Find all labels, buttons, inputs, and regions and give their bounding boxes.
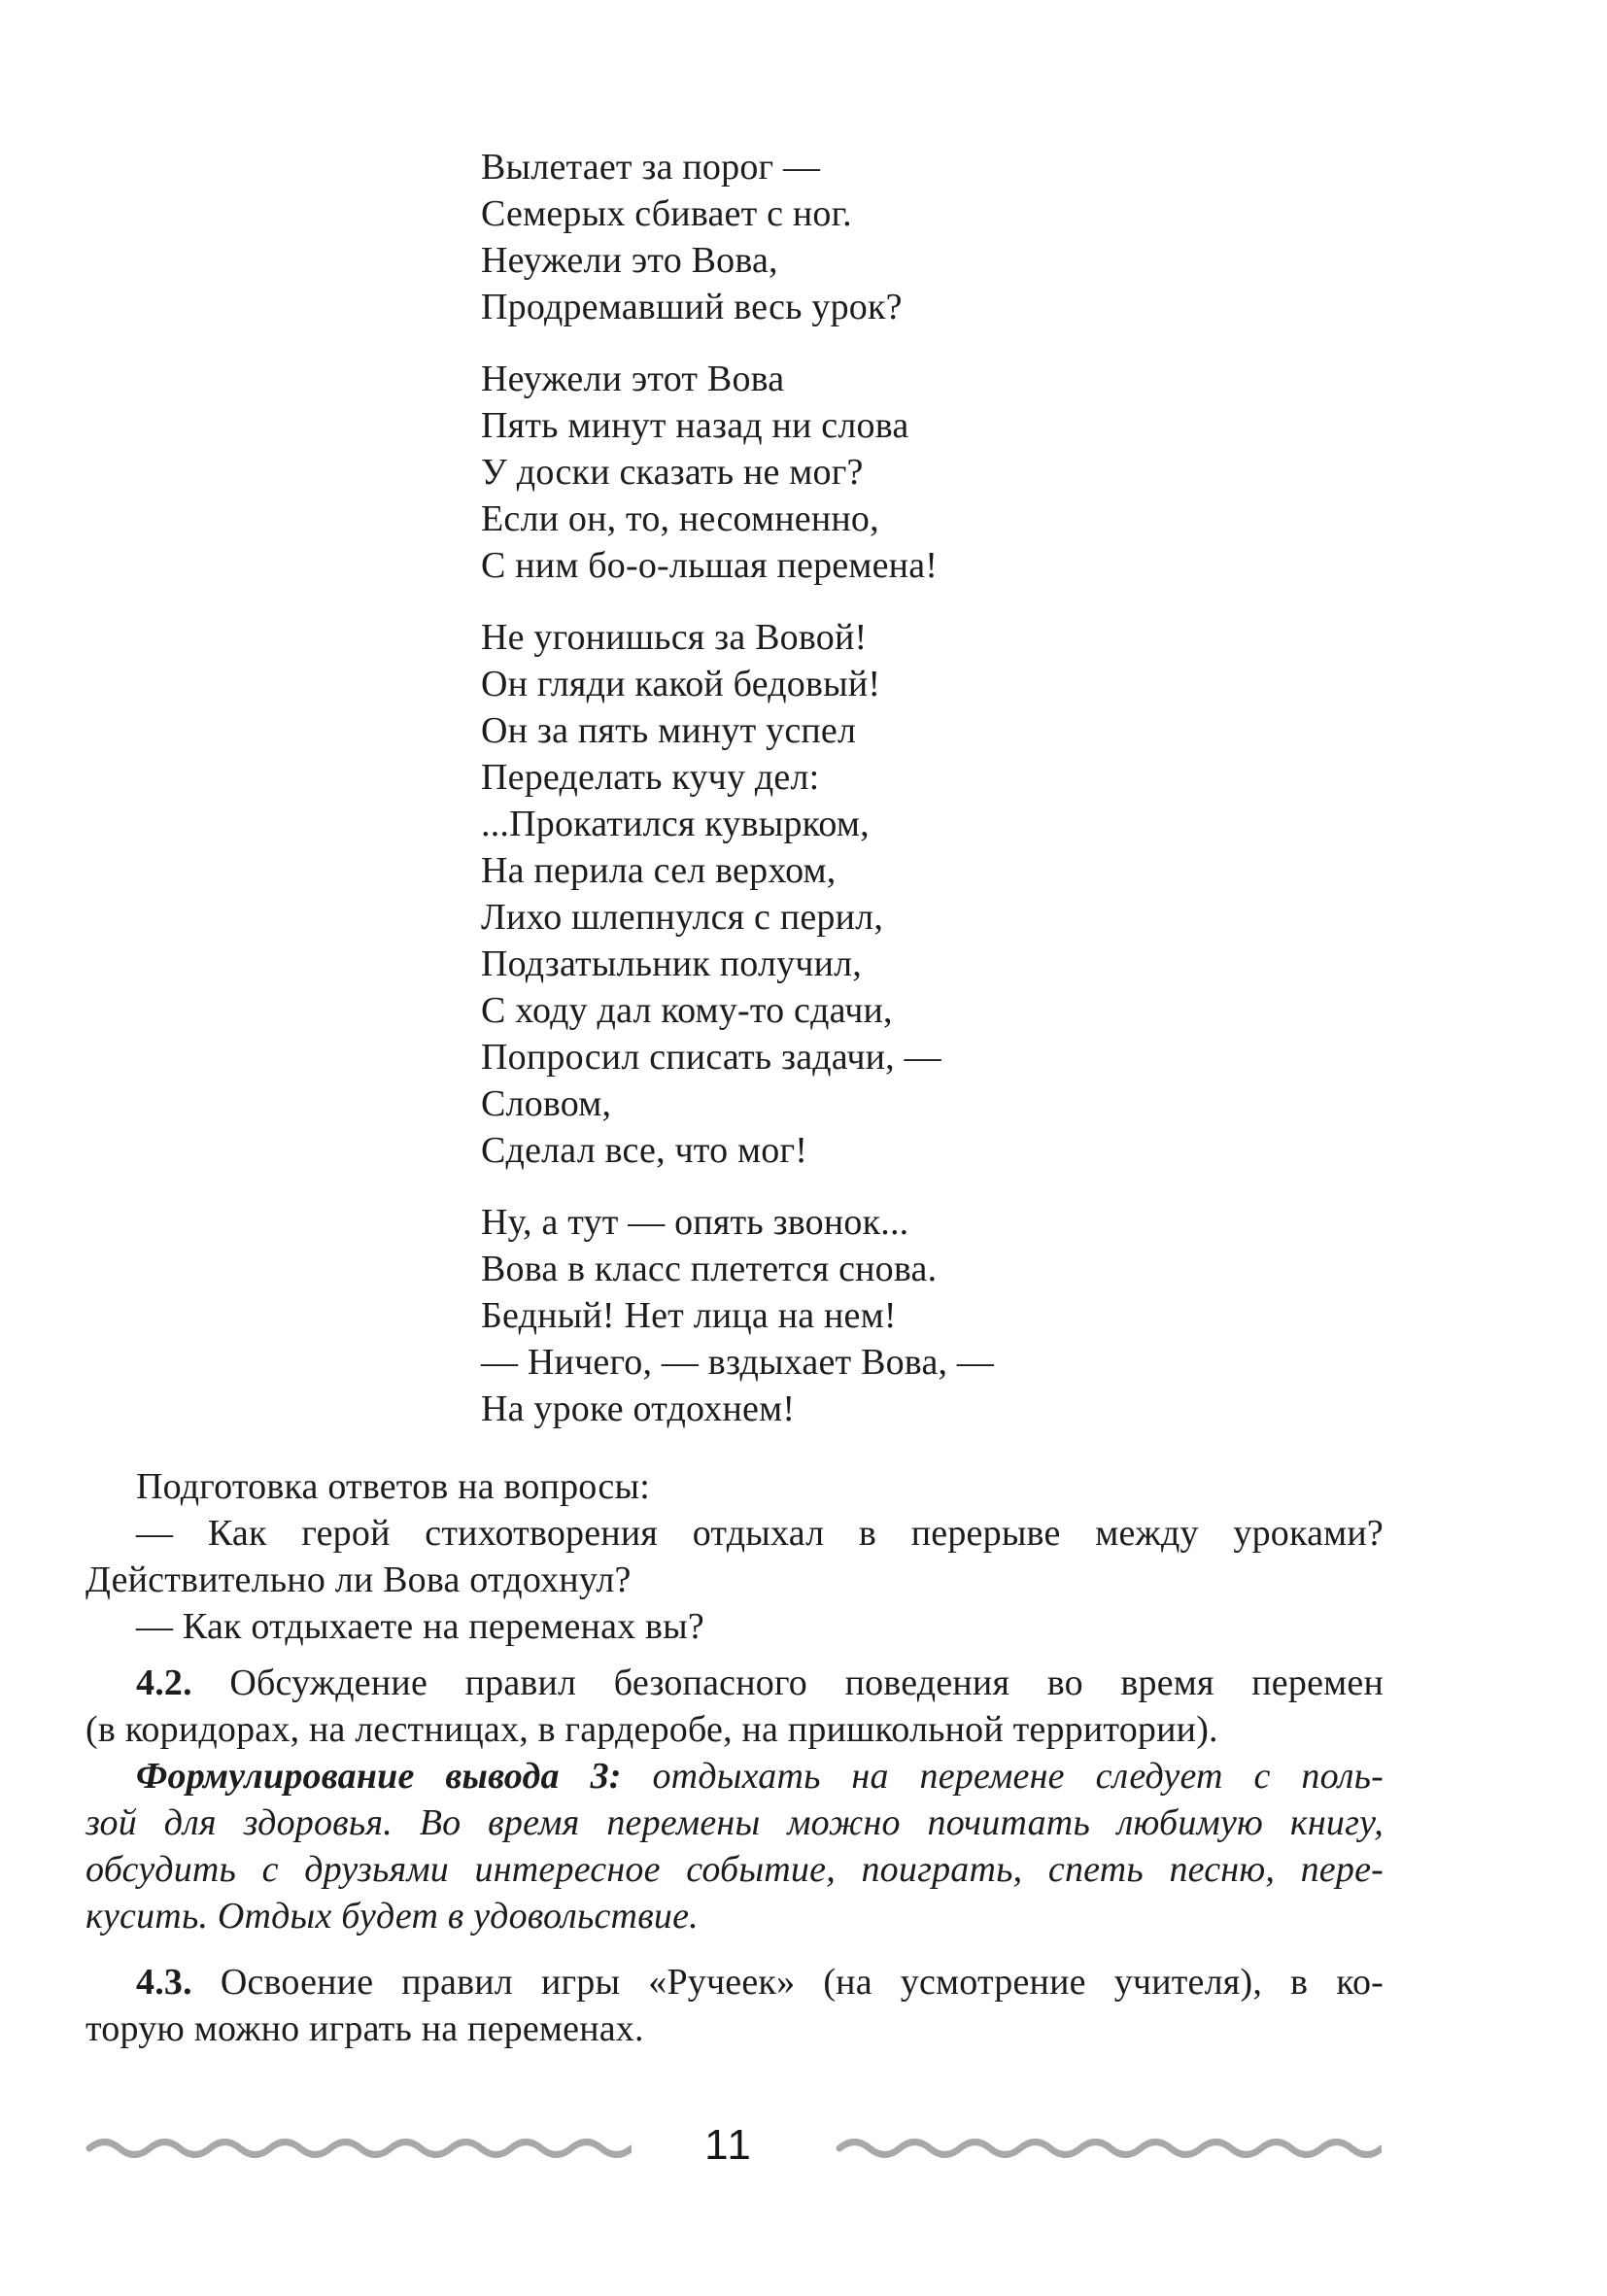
poem-line: Сделал все, что мог! xyxy=(481,1130,808,1171)
text-line xyxy=(85,1463,1384,1510)
text-line xyxy=(85,2005,1384,2052)
poem-stanza xyxy=(481,356,994,589)
poem xyxy=(481,144,994,1432)
poem-stanza xyxy=(481,614,994,1174)
text-line xyxy=(85,1706,1384,1753)
text-line xyxy=(85,1510,1384,1557)
text-line xyxy=(85,1603,1384,1650)
paragraph xyxy=(85,1660,1384,1753)
paragraph xyxy=(85,1510,1384,1603)
poem-line: Неужели это Вова, xyxy=(481,240,778,281)
text-segment: 4.3. xyxy=(136,1962,221,2003)
poem-stanza xyxy=(481,144,994,330)
paragraph xyxy=(85,1753,1384,1939)
poem-line: Переделать кучу дел: xyxy=(481,757,820,798)
poem-line: ...Прокатился кувырком, xyxy=(481,804,870,844)
text-segment: торую можно играть на переменах. xyxy=(85,2008,644,2049)
wave-divider-left xyxy=(85,2139,632,2158)
text-segment: Действительно ли Вова отдохнул? xyxy=(85,1559,632,1600)
text-line xyxy=(85,1959,1384,2005)
text-segment: 4.2. xyxy=(136,1662,230,1703)
poem-line: — Ничего, — вздыхает Вова, — xyxy=(481,1342,995,1383)
poem-line: Вылетает за порог — xyxy=(481,147,821,188)
poem-line: Подзатыльник получил, xyxy=(481,943,863,984)
lesson-text xyxy=(85,1463,1384,2052)
text-segment: отдыхать на перемене следует с поль- xyxy=(652,1756,1384,1797)
poem-line: Он гляди какой бедовый! xyxy=(481,664,881,704)
wave-divider-right xyxy=(836,2139,1382,2158)
poem-line: Продремавший весь урок? xyxy=(481,287,903,327)
text-line xyxy=(85,1799,1384,1846)
poem-line: Попросил списать задачи, — xyxy=(481,1037,941,1078)
text-segment: — Как отдыхаете на переменах вы? xyxy=(136,1606,704,1647)
poem-line: С ходу дал кому-то сдачи, xyxy=(481,990,893,1031)
poem-line: Он за пять минут успел xyxy=(481,710,857,751)
paragraph xyxy=(85,1603,1384,1650)
text-segment: (в коридорах, на лестницах, в гардеробе, на пришкольной территории). xyxy=(85,1709,1218,1750)
text-segment: Освоение правил игры «Ручеек» (на усмотрение учителя), в ко- xyxy=(220,1962,1384,2003)
poem-line: С ним бо-о-льшая перемена! xyxy=(481,545,939,586)
poem-line: Словом, xyxy=(481,1083,612,1124)
text-segment: кусить. Отдых будет в удовольствие. xyxy=(85,1896,699,1936)
poem-line: Бедный! Нет лица на нем! xyxy=(481,1295,897,1336)
text-segment: Подготовка ответов на вопросы: xyxy=(136,1466,650,1507)
text-line xyxy=(85,1846,1384,1893)
poem-line: Вова в класс плетется снова. xyxy=(481,1249,938,1289)
text-line xyxy=(85,1660,1384,1706)
poem-line: Ну, а тут — опять звонок... xyxy=(481,1202,909,1243)
text-segment: зой для здоровья. Во время перемены можно почитать любимую книгу, xyxy=(85,1802,1384,1843)
text-segment: — Как герой стихотворения отдыхал в перерыве между уроками? xyxy=(136,1513,1384,1554)
text-segment: Обсуждение правил безопасного поведения во время перемен xyxy=(229,1662,1384,1703)
poem-line: Если он, то, несомненно, xyxy=(481,498,879,539)
poem-line: На перила сел верхом, xyxy=(481,850,837,891)
text-line xyxy=(85,1753,1384,1799)
poem-stanza xyxy=(481,1199,994,1432)
text-line xyxy=(85,1893,1384,1939)
text-segment: обсудить с друзьями интересное событие, поиграть, спеть песню, пере- xyxy=(85,1849,1384,1890)
poem-line: Лихо шлепнулся с перил, xyxy=(481,897,884,938)
paragraph xyxy=(85,1463,1384,1510)
poem-line: На уроке отдохнем! xyxy=(481,1388,796,1429)
text-segment: Формулирование вывода 3: xyxy=(136,1756,653,1797)
poem-line: Не угонишься за Вовой! xyxy=(481,617,868,658)
text-line xyxy=(85,1557,1384,1603)
paragraph xyxy=(85,1959,1384,2052)
page-number: 11 xyxy=(704,2121,753,2169)
poem-line: Семерых сбивает с ног. xyxy=(481,193,852,234)
poem-line: У доски сказать не мог? xyxy=(481,452,864,493)
poem-line: Пять минут назад ни слова xyxy=(481,405,909,446)
poem-line: Неужели этот Вова xyxy=(481,359,785,399)
